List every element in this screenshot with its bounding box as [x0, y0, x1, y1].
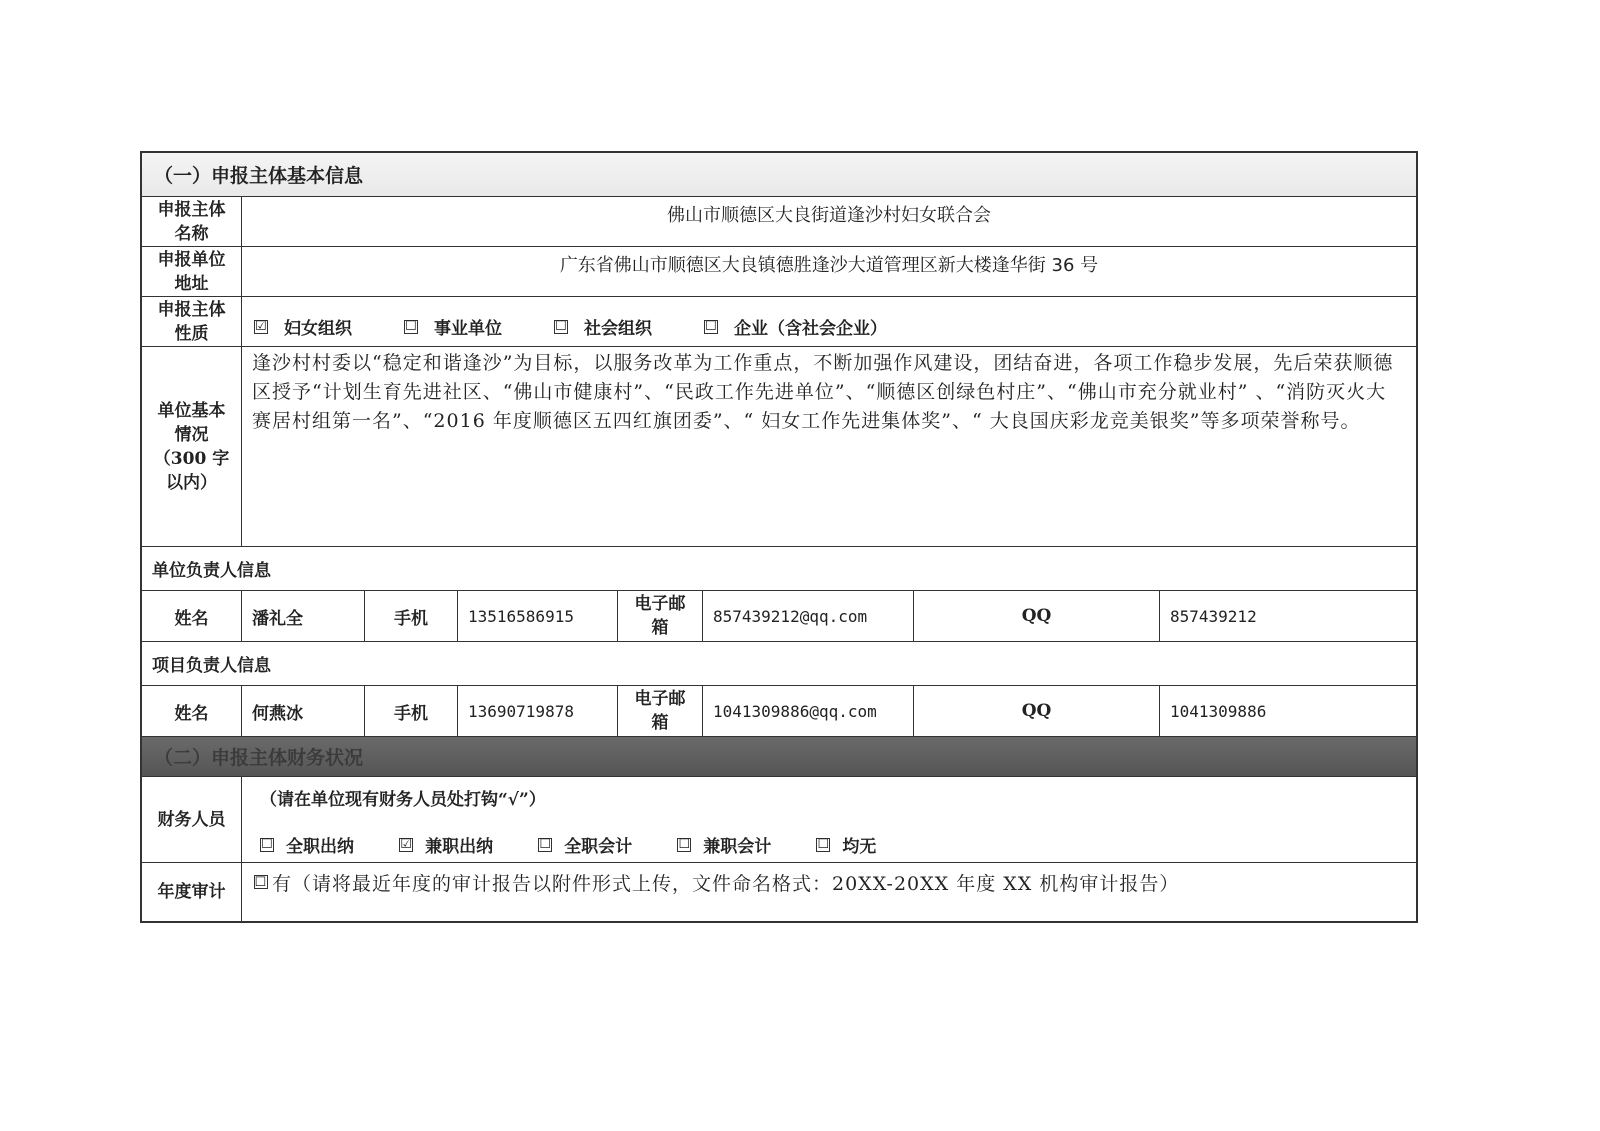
unit-leader-phone: 13516586915: [458, 591, 618, 641]
project-leader-phone: 13690719878: [458, 686, 618, 736]
checkbox-icon[interactable]: ☐: [817, 837, 830, 852]
section-basic-info-title: （一）申报主体基本信息: [154, 165, 364, 187]
stamp-fragment-left: [770, 0, 985, 27]
section-finance-title: （二）申报主体财务状况: [154, 747, 364, 769]
checkbox-icon[interactable]: ☑: [400, 837, 412, 852]
finance-option-fulltime-accountant[interactable]: ☐ 全职会计: [539, 837, 633, 857]
project-leader-name: 何燕冰: [242, 686, 365, 736]
project-leader-title: 项目负责人信息: [152, 656, 271, 676]
checkbox-icon[interactable]: ☐: [539, 837, 552, 852]
unit-leader-phone-label: 手机: [365, 591, 458, 641]
annual-audit-text: 有（请将最近年度的审计报告以附件形式上传，文件命名格式：20XX-20XX 年度 XX 机构审计报告）: [272, 873, 1180, 895]
checkbox-icon[interactable]: ☐: [705, 319, 717, 334]
section-finance-header: [142, 737, 1416, 777]
finance-option-none[interactable]: ☐ 均无: [817, 837, 877, 857]
checkbox-icon[interactable]: ☑: [255, 319, 267, 334]
project-leader-email-label: 电子邮箱: [618, 686, 703, 736]
unit-leader-name-label: 姓名: [142, 591, 242, 641]
basic-description-value: 逢沙村村委以“稳定和谐逢沙”为目标，以服务改革为工作重点，不断加强作风建设，团结奋进，各项工作稳步发展，先后荣获顺德区授予“计划生育先进社区、“佛山市健康村”、“民政工作先进单位”、“顺德区创绿色村庄”、“佛山市充分就业村” 、“消防灭火大赛居村组第一名”、“2016 年度顺德区五四红旗团委”、“ 妇女工作先进集体奖”、“ 大良国庆彩龙竞美银奖”等多项荣誉称号。: [252, 352, 1394, 432]
row-annual-audit: [142, 863, 1416, 921]
nature-option-enterprise[interactable]: ☐ 企业（含社会企业）: [705, 319, 887, 339]
row-basic-description: [142, 347, 1416, 547]
application-form: [140, 151, 1418, 923]
row-applicant-nature: [142, 297, 1416, 347]
row-applicant-address: [142, 247, 1416, 297]
checkbox-icon[interactable]: ☐: [555, 319, 567, 334]
project-leader-name-label: 姓名: [142, 686, 242, 736]
checkbox-icon[interactable]: ☐: [405, 319, 417, 334]
unit-leader-title: 单位负责人信息: [152, 561, 271, 581]
project-leader-phone-label: 手机: [365, 686, 458, 736]
row-unit-leader: [142, 591, 1416, 642]
row-applicant-name: [142, 197, 1416, 247]
finance-staff-options: [242, 777, 1416, 861]
applicant-address-value: 广东省佛山市顺德区大良镇德胜逢沙大道管理区新大楼逢华街 36 号: [559, 255, 1099, 276]
project-leader-qq-label: QQ: [914, 686, 1160, 736]
nature-option-women-org[interactable]: ☑ 妇女组织: [255, 319, 352, 339]
applicant-nature-label: 申报主体性质: [142, 297, 242, 346]
nature-option-public-institution[interactable]: ☐ 事业单位: [405, 319, 502, 339]
project-leader-qq: 1041309886: [1170, 701, 1267, 721]
checkbox-icon[interactable]: ☐: [678, 837, 691, 852]
annual-audit-value: [242, 863, 1416, 921]
project-leader-header: [142, 642, 1416, 686]
unit-leader-name: 潘礼全: [242, 591, 365, 641]
annual-audit-label: 年度审计: [142, 863, 242, 921]
applicant-name-value: 佛山市顺德区大良街道逢沙村妇女联合会: [667, 205, 991, 226]
row-finance-staff: [142, 777, 1416, 863]
applicant-name-label: 申报主体名称: [142, 197, 242, 246]
unit-leader-qq: 857439212: [1170, 606, 1257, 626]
unit-leader-email-label: 电子邮箱: [618, 591, 703, 641]
finance-staff-label: 财务人员: [142, 777, 242, 862]
checkbox-icon[interactable]: ☐: [261, 837, 273, 852]
basic-description-label: 单位基本情况（300 字以内）: [142, 347, 242, 546]
unit-leader-header: [142, 547, 1416, 591]
finance-option-parttime-cashier[interactable]: ☑ 兼职出纳: [400, 837, 494, 857]
unit-leader-email: 857439212@qq.com: [703, 591, 914, 641]
project-leader-email: 1041309886@qq.com: [703, 686, 914, 736]
nature-option-social-org[interactable]: ☐ 社会组织: [555, 319, 652, 339]
row-project-leader: [142, 686, 1416, 737]
stamp-fragment-right: [1105, 0, 1320, 27]
checkbox-icon[interactable]: ☐: [254, 874, 268, 890]
finance-staff-note: （请在单位现有财务人员处打钩“√”）: [260, 790, 546, 810]
applicant-nature-options: [242, 297, 1416, 346]
applicant-address-label: 申报单位地址: [142, 247, 242, 296]
section-basic-info-header: [142, 153, 1416, 197]
unit-leader-qq-label: QQ: [914, 591, 1160, 641]
finance-option-fulltime-cashier[interactable]: ☐ 全职出纳: [261, 837, 354, 857]
finance-option-parttime-accountant[interactable]: ☐ 兼职会计: [678, 837, 772, 857]
